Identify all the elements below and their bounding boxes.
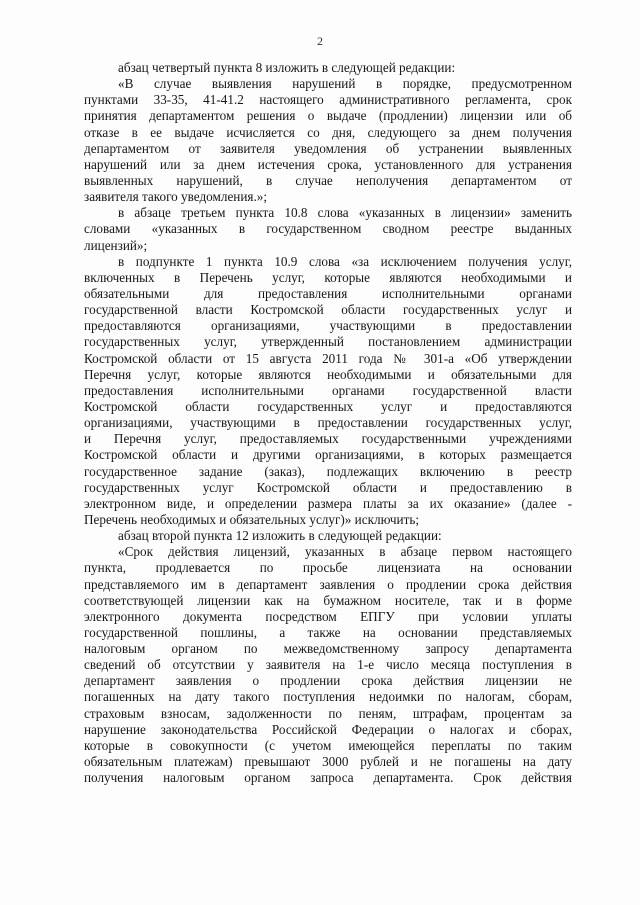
text-line: страховым взносам, задолженности по пеням, штрафам, процентам за [84,705,572,721]
text-line: пунктами 33-35, 41-41.2 настоящего административного регламента, срок [84,92,572,108]
text-line: Костромской области и другими организациями, в которых размещается [84,447,572,463]
text-line: Костромской области государственных услуг и предоставляются [84,398,572,414]
text-line: абзац четвертый пункта 8 изложить в следующей редакции: [118,60,456,75]
text-line: лицензий»; [84,237,148,253]
text-line: которые в совокупности (с учетом имеющейся переплаты по таким [84,737,572,753]
text-line: Перечня услуг, которые являются необходимыми и обязательными для [84,366,572,382]
text-line: департамент заявления о продлении срока действия лицензии не [84,673,572,689]
text-line: электронном виде, и определении размера платы за их оказание» (далее - [84,495,572,511]
text-line: соответствующей лицензии как на бумажном носителе, так и в форме [84,592,572,608]
text-line: Перечень необходимых и обязательных услуг)» исключить; [84,511,420,527]
text-line: обязательными для предоставления исполнительными органами [84,285,572,301]
text-line: и Перечня услуг, предоставляемых государственными учреждениями [84,431,572,447]
text-line: словами «указанных в государственном сводном реестре выданных [84,221,572,237]
text-line: пункта, продлевается по просьбе лицензиата на основании [84,560,572,576]
text-line: государственных услуг, утвержденный постановлением администрации [84,334,572,350]
text-line: отказе в ее выдаче исчисляется со дня, следующего за днем получения [84,124,572,140]
text-line: включенных в Перечень услуг, которые являются необходимыми и [84,269,572,285]
text-line: государственной власти Костромской области государственных услуг и [84,302,572,318]
text-line: нарушений или за днем истечения срока, установленного для устранения [84,156,572,172]
text-line: департаментом от заявителя уведомления об устранении выявленных [84,140,572,156]
page-number: 2 [317,34,323,48]
text-line: сведений об отсутствии у заявителя на 1-е число месяца поступления в [84,657,572,673]
text-line: государственных услуг Костромской области и предоставлению в [84,479,572,495]
text-line: «В случае выявления нарушений в порядке, предусмотренном [118,76,572,92]
text-line: в абзаце третьем пункта 10.8 слова «указанных в лицензии» заменить [118,205,572,221]
text-line: выявленных нарушений, в случае неполучения департаментом от [84,172,572,188]
text-line: погашенных на дату такого поступления недоимки по налогам, сборам, [84,689,572,705]
text-line: организациями, участвующими в предоставлении государственных услуг, [84,415,572,431]
text-line: электронного документа посредством ЕПГУ при условии уплаты [84,608,572,624]
text-line: налоговым органом по межведомственному запросу департамента [84,641,572,657]
text-line: Костромской области от 15 августа 2011 года № 301-а «Об утверждении [84,350,572,366]
text-line: государственное задание (заказ), подлежащих включению в реестр [84,463,572,479]
text-line: предоставляются организациями, участвующими в предоставлении [84,318,572,334]
text-line: в подпункте 1 пункта 10.9 слова «за исключением получения услуг, [118,253,572,269]
text-line: государственной пошлины, а также на основании представляемых [84,624,572,640]
text-line: представляемого им в департамент заявления о продлении срока действия [84,576,572,592]
text-line: обязательным платежам) превышают 3000 рублей и не погашены на дату [84,754,572,770]
document-body [84,60,572,786]
text-line: нарушение законодательства Российской Федерации о налогах и сборах, [84,721,572,737]
text-line: абзац второй пункта 12 изложить в следующей редакции: [118,528,442,544]
text-line: заявителя такого уведомления.»; [84,189,268,205]
text-line: принятия департаментом решения о выдаче (продлении) лицензии или об [84,108,572,124]
text-line: получения налоговым органом запроса департамента. Срок действия [84,770,572,786]
text-line: предоставления исполнительными органами государственной власти [84,382,572,398]
text-line: «Срок действия лицензий, указанных в абзаце первом настоящего [118,544,572,560]
